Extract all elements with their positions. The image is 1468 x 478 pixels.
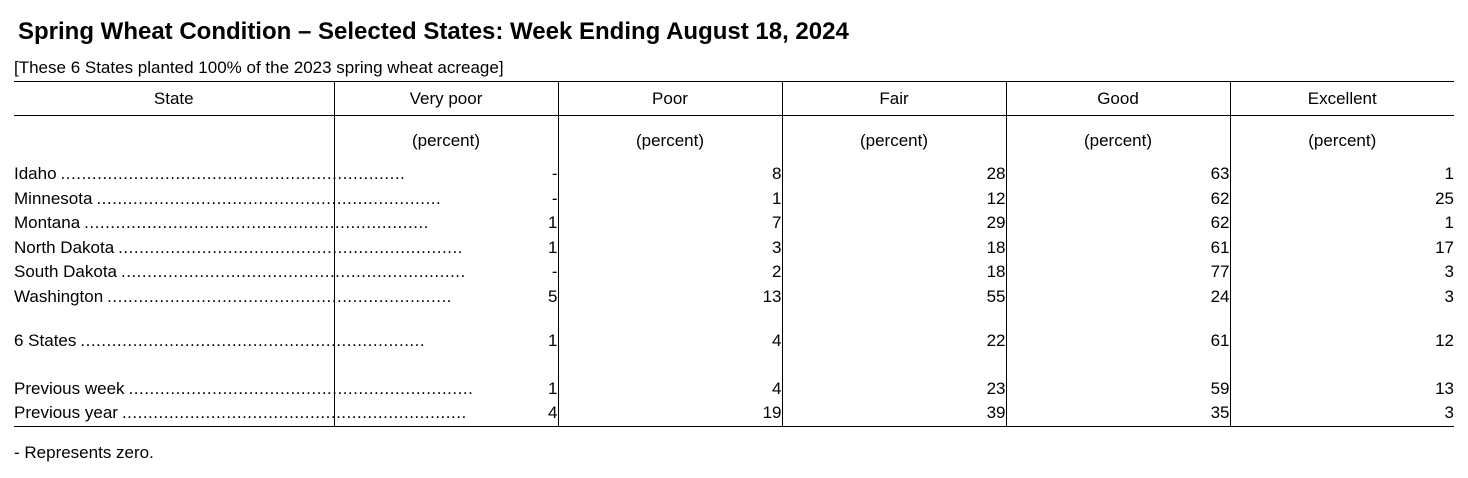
unit-label: (percent) — [1230, 116, 1454, 163]
value-cell: 55 — [782, 285, 1006, 310]
state-name: North Dakota — [14, 237, 115, 257]
table-row — [14, 187, 1454, 212]
leader-dots: .................................................................. — [128, 378, 474, 398]
value-cell: 4 — [334, 401, 558, 426]
header-fair: Fair — [782, 82, 1006, 116]
leader-dots: .................................................................. — [118, 237, 463, 257]
table-row — [14, 211, 1454, 236]
previous-year-row — [14, 401, 1454, 426]
value-cell: 1 — [334, 236, 558, 261]
comparison-label: Previous year — [14, 403, 118, 422]
value-cell: 22 — [782, 329, 1006, 354]
header-state: State — [14, 82, 334, 116]
leader-dots: .................................................................. — [80, 331, 426, 350]
total-row — [14, 329, 1454, 354]
comparison-label: Previous week — [14, 378, 125, 398]
value-cell: 13 — [1230, 377, 1454, 402]
value-cell: 17 — [1230, 236, 1454, 261]
units-row — [14, 116, 1454, 163]
value-cell: 59 — [1006, 377, 1230, 402]
page-title: Spring Wheat Condition – Selected States: Week Ending August 18, 2024 — [18, 18, 849, 45]
total-label: 6 States — [14, 331, 77, 350]
page-subtitle: [These 6 States planted 100% of the 2023 spring wheat acreage] — [14, 58, 504, 77]
state-name: Washington — [14, 286, 104, 306]
value-cell: 7 — [558, 211, 782, 236]
value-cell: 3 — [558, 236, 782, 261]
value-cell: 12 — [782, 187, 1006, 212]
previous-week-row — [14, 377, 1454, 402]
value-cell: 25 — [1230, 187, 1454, 212]
value-cell: 1 — [558, 187, 782, 212]
unit-label: (percent) — [782, 116, 1006, 163]
value-cell: 13 — [558, 285, 782, 310]
value-cell: 18 — [782, 260, 1006, 285]
value-cell: 61 — [1006, 329, 1230, 354]
header-row — [14, 82, 1454, 116]
unit-label: (percent) — [334, 116, 558, 163]
value-cell: - — [334, 260, 558, 285]
value-cell: 1 — [334, 211, 558, 236]
value-cell: 62 — [1006, 187, 1230, 212]
value-cell: 19 — [558, 401, 782, 426]
value-cell: 1 — [334, 329, 558, 354]
value-cell: - — [334, 162, 558, 187]
leader-dots: .................................................................. — [84, 213, 429, 232]
leader-dots: .................................................................. — [60, 164, 406, 183]
value-cell: 63 — [1006, 162, 1230, 187]
value-cell: - — [334, 187, 558, 212]
header-excellent: Excellent — [1230, 82, 1454, 116]
value-cell: 1 — [1230, 211, 1454, 236]
value-cell: 3 — [1230, 401, 1454, 426]
table-row — [14, 236, 1454, 261]
value-cell: 18 — [782, 236, 1006, 261]
value-cell: 4 — [558, 377, 782, 402]
value-cell: 62 — [1006, 211, 1230, 236]
unit-label: (percent) — [558, 116, 782, 163]
value-cell: 28 — [782, 162, 1006, 187]
value-cell: 1 — [1230, 162, 1454, 187]
condition-table — [14, 81, 1454, 427]
table-row — [14, 285, 1454, 310]
table-row — [14, 260, 1454, 285]
leader-dots: .................................................................. — [107, 286, 452, 306]
leader-dots: .................................................................. — [96, 188, 442, 208]
value-cell: 77 — [1006, 260, 1230, 285]
state-name: Minnesota — [14, 188, 93, 208]
value-cell: 8 — [558, 162, 782, 187]
value-cell: 1 — [334, 377, 558, 402]
spacer-row — [14, 354, 1454, 377]
value-cell: 29 — [782, 211, 1006, 236]
state-name: South Dakota — [14, 262, 118, 281]
header-poor: Poor — [558, 82, 782, 116]
value-cell: 39 — [782, 401, 1006, 426]
value-cell: 35 — [1006, 401, 1230, 426]
footnote: - Represents zero. — [14, 443, 154, 462]
value-cell: 23 — [782, 377, 1006, 402]
value-cell: 3 — [1230, 285, 1454, 310]
unit-label: (percent) — [1006, 116, 1230, 163]
value-cell: 4 — [558, 329, 782, 354]
value-cell: 2 — [558, 260, 782, 285]
value-cell: 24 — [1006, 285, 1230, 310]
spacer-row — [14, 309, 1454, 329]
header-very-poor: Very poor — [334, 82, 558, 116]
value-cell: 61 — [1006, 236, 1230, 261]
state-name: Montana — [14, 213, 81, 232]
value-cell: 12 — [1230, 329, 1454, 354]
leader-dots: .................................................................. — [121, 262, 466, 281]
header-good: Good — [1006, 82, 1230, 116]
table-row — [14, 162, 1454, 187]
value-cell: 5 — [334, 285, 558, 310]
state-name: Idaho — [14, 164, 57, 183]
leader-dots: .................................................................. — [121, 403, 467, 422]
value-cell: 3 — [1230, 260, 1454, 285]
